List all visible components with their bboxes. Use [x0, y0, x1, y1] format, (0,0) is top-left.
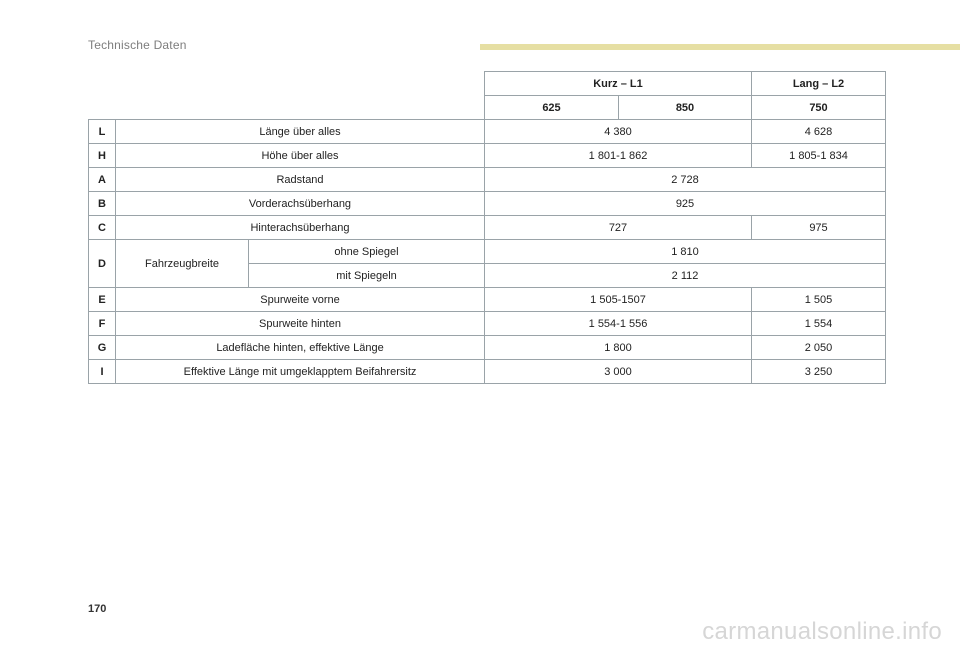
row-label: Spurweite hinten — [116, 312, 485, 336]
value-all: 925 — [485, 192, 886, 216]
table-row — [89, 336, 886, 360]
header-long: Lang – L2 — [752, 72, 886, 96]
page-number: 170 — [88, 603, 107, 615]
value-long: 4 628 — [752, 120, 886, 144]
dimensions-table — [88, 71, 886, 384]
row-label: Vorderachsüberhang — [116, 192, 485, 216]
value-long: 1 805-1 834 — [752, 144, 886, 168]
row-label: Höhe über alles — [116, 144, 485, 168]
value-long: 975 — [752, 216, 886, 240]
value-all: 2 112 — [485, 264, 886, 288]
row-label: Ladefläche hinten, effektive Länge — [116, 336, 485, 360]
row-code: F — [89, 312, 116, 336]
table-row — [89, 192, 886, 216]
value-all: 1 810 — [485, 240, 886, 264]
row-code: E — [89, 288, 116, 312]
row-code: C — [89, 216, 116, 240]
section-title: Technische Daten — [88, 38, 187, 52]
row-code: H — [89, 144, 116, 168]
value-short: 3 000 — [485, 360, 752, 384]
value-long: 1 554 — [752, 312, 886, 336]
table-row — [89, 168, 886, 192]
row-label: Hinterachsüberhang — [116, 216, 485, 240]
table-row — [89, 144, 886, 168]
row-label: Effektive Länge mit umgeklapptem Beifahrersitz — [116, 360, 485, 384]
value-short: 1 801-1 862 — [485, 144, 752, 168]
value-long: 1 505 — [752, 288, 886, 312]
value-short: 1 505-1507 — [485, 288, 752, 312]
table-row — [89, 360, 886, 384]
watermark: carmanualsonline.info — [702, 618, 942, 645]
subheader-625: 625 — [485, 96, 619, 120]
row-label: Spurweite vorne — [116, 288, 485, 312]
row-code: D — [89, 240, 116, 288]
table-header-row — [89, 72, 886, 96]
table-row — [89, 312, 886, 336]
value-long: 2 050 — [752, 336, 886, 360]
row-code: G — [89, 336, 116, 360]
value-all: 2 728 — [485, 168, 886, 192]
subheader-750: 750 — [752, 96, 886, 120]
value-short: 4 380 — [485, 120, 752, 144]
row-code: B — [89, 192, 116, 216]
row-code: A — [89, 168, 116, 192]
value-long: 3 250 — [752, 360, 886, 384]
value-short: 1 800 — [485, 336, 752, 360]
table-subheader-row — [89, 96, 886, 120]
table-row — [89, 240, 886, 264]
value-short: 1 554-1 556 — [485, 312, 752, 336]
value-short: 727 — [485, 216, 752, 240]
subheader-850: 850 — [619, 96, 752, 120]
table-row — [89, 288, 886, 312]
section-title-bar — [480, 44, 960, 50]
row-sublabel: mit Spiegeln — [249, 264, 485, 288]
row-code: L — [89, 120, 116, 144]
header-short: Kurz – L1 — [485, 72, 752, 96]
row-label: Fahrzeugbreite — [116, 240, 249, 288]
row-code: I — [89, 360, 116, 384]
row-label: Radstand — [116, 168, 485, 192]
row-label: Länge über alles — [116, 120, 485, 144]
row-sublabel: ohne Spiegel — [249, 240, 485, 264]
table-row — [89, 120, 886, 144]
table-row — [89, 216, 886, 240]
